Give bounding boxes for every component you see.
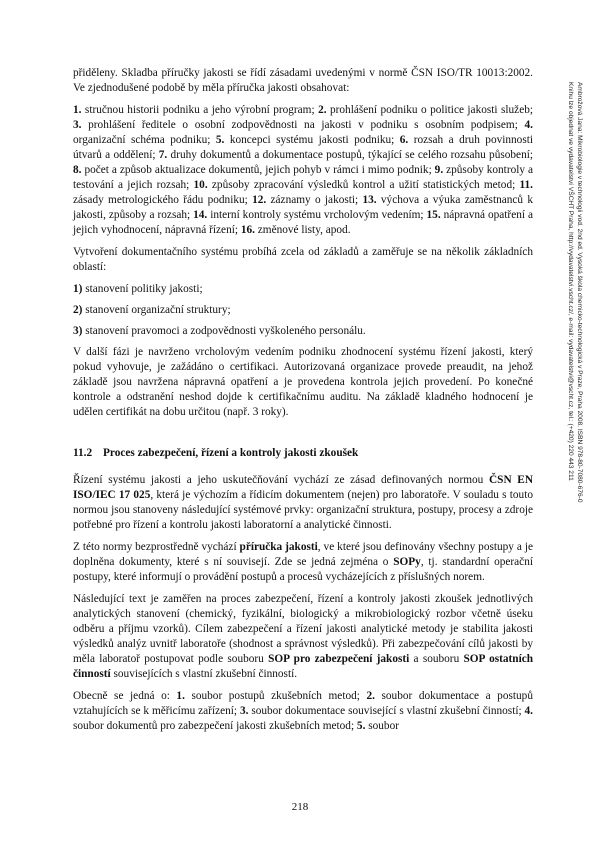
standard-name: ČSN EN ISO/IEC 17 025 [73,474,533,501]
list-item-text: interní kontroly systému vrcholovým vedením; [207,209,427,221]
paragraph-standard [73,473,533,533]
list-item-text: soubor dokumentace související s vlastní zkušební činností; [248,705,525,717]
manual-contents-list [73,103,533,238]
text-run: a souboru [409,653,464,665]
section-heading [73,446,533,461]
area-item [73,282,533,297]
list-item-text: způsoby zpracování výsledků kontrol a užití statistických metod; [207,179,520,191]
paragraph-process [73,592,533,682]
list-item-text: záznamy o jakosti; [266,194,363,206]
paragraph-documentation: Vytvoření dokumentačního systému probíhá zcela od základů a zaměřuje se na několik základních oblastí: [73,246,533,273]
list-item-number: 5. [215,134,225,146]
list-item-text: soubor dokumentů pro zabezpečení jakosti zkušebních metod; [73,720,357,732]
list-item-number: 4. [524,705,533,717]
term-quality-manual: příručka jakosti [239,541,318,553]
list-item-number: 5. [356,720,366,732]
list-item-number: 10. [193,179,208,191]
area-item-number: 3) [73,325,83,337]
list-item-text: výchova a výuka zaměstnanců k jakosti, způsoby a rozsah; [73,194,534,221]
list-item-text: organizační schéma podniku; [73,134,216,146]
section-number: 11.2 [73,447,93,459]
term-sop-quality: SOP pro zabezpečení jakosti [268,653,410,665]
list-item-number: 6. [399,134,409,146]
list-item-text: zásady metrologického řádu podniku; [73,194,253,206]
list-item-text: stručnou historii podniku a jeho výrobní program; [81,104,319,116]
paragraph-quality-manual [73,540,533,585]
list-item-number: 3. [239,705,249,717]
list-item-number: 14. [193,209,208,221]
text-run: Z této normy bezprostředně vychází [73,541,240,553]
list-item-number: 15. [426,209,441,221]
list-item-text: způsoby kontroly a testování a jejich rozsah; [73,164,533,191]
paragraph-intro: přiděleny. Skladba příručky jakosti se řídí zásadami uvedenými v normě ČSN ISO/TR 10013:2002. Ve zjednodušené podobě by měla příručka jakosti obsahovat: [73,67,533,94]
page-number: 218 [291,801,309,813]
list-item-number: 16. [240,224,255,236]
section-title: Proces zabezpečení, řízení a kontroly jakosti zkoušek [103,447,359,459]
list-item-text: soubor dokumentace a postupů vztahujících se k měřicímu zařízení; [73,690,533,717]
list-item-number: 9. [434,164,444,176]
text-run: Řízení systému jakosti a jeho uskutečňování vychází ze zásad definovaných normou [73,474,489,486]
text-run: , která je výchozím a řídicím dokumentem (nejen) pro laboratoře. V souladu s touto normou jsou stanoveny následující systémové prvky: organizační struktura, postupy, procesy a zdroje potřebné pro řízení a kontrolu jakosti laboratorní a analytické činnosti. [73,489,533,531]
list-item-number: 3. [73,119,82,131]
list-item-number: 13. [362,194,377,206]
area-item-number: 2) [73,304,83,316]
term-sop-other: SOP ostatních činností [73,653,534,680]
list-item-text: počet a způsob aktualizace dokumentů, jejich pohyb v rámci i mimo podnik; [81,164,435,176]
term-sop: SOPy [393,556,421,568]
list-item-number: 1. [176,690,185,702]
list-item-number: 2. [366,690,375,702]
list-item-text: nápravná opatření a jejich vyhodnocení, nápravná řízení; [73,209,533,236]
list-item-text: Obecně se jedná o: [73,690,177,702]
list-item-text: změnové listy, apod. [254,224,351,236]
side-citation-line-2: Knihu lze objednat ve vydavatelství VŠCHT Praha, http://vydavatelstvi.vscht.cz/, e-mail: vydavatelstvi@vscht.cz, tel.: (+420) 220 443 211 [567,82,574,481]
paragraph-general [73,689,533,734]
area-item [73,303,533,318]
side-citation-note [566,82,584,522]
area-item-text: stanovení organizační struktury; [82,304,231,316]
list-item-number: 8. [73,164,82,176]
list-item-text: koncepci systému jakosti podniku; [224,134,400,146]
list-item-number: 4. [524,119,533,131]
paragraph-certification: V další fázi je navrženo vrcholovým vedením podniku zhodnocení systému řízení jakosti, který pokud vyhovuje, je zažádáno o certifikaci. Autorizovaná organizace provede preaudit, na jehož základě jsou navržena nápravná opatření a je provedena kontrola jejich provedení. Po konečné kontrole a odstranění neshod dojde k certifikačnímu auditu. Na základě kladného hodnocení je udělen certifikát na dobu určitou (např. 3 roky). [73,346,533,418]
list-item-text: druhy dokumentů a dokumentace postupů, týkající se celého rozsahu působení; [167,149,533,161]
list-item-number: 2. [318,104,327,116]
text-run: , tj. standardní operační postupy, které informují o provádění postupů a procesů vycházejících z příslušných norem. [73,556,533,583]
text-run: souvisejících s vlastní zkušební činností. [110,668,298,680]
list-item-number: 12. [252,194,267,206]
area-item-number: 1) [73,283,83,295]
side-citation-line-1: Ambrožová Jana: Mikrobiologie v technologii vod. 2nd ed. Vysoká škola chemicko-technologická v Praze, Praha 2008. ISBN 978-80-7080-676-0 [576,82,583,503]
list-item-text: soubor postupů zkušebních metod; [184,690,367,702]
page-body [73,66,533,741]
list-item-text: soubor [365,720,399,732]
area-item-text: stanovení pravomoci a zodpovědnosti vyškoleného personálu. [82,325,366,337]
area-item-text: stanovení politiky jakosti; [82,283,203,295]
list-item-text: prohlášení podniku o politice jakosti služeb; [326,104,533,116]
text-run: , ve které jsou definovány všechny postupy a je doplněna dokumenty, které s ní souvisejí. Zde se jedná zejména o [73,541,533,568]
list-item-text: prohlášení ředitele o osobní zodpovědnosti na jakosti v podniku s osobním podpisem; [81,119,525,131]
area-item [73,324,533,339]
list-item-text: rozsah a druh povinnosti útvarů a oddělení; [73,134,534,161]
list-item-number: 1. [73,104,82,116]
list-item-number: 7. [158,149,168,161]
text-run: Následující text je zaměřen na proces zabezpečení, řízení a kontroly jakosti zkoušek jednotlivých analytických stanovení (chemický, fyzikální, biologický a mikrobiologický rozbor včetně úseku odběru a příjmu vzorků). Cílem zabezpečení a řízení jakosti analytické metody je stabilita jakosti výsledků analýz uvnitř laboratoře (shodnost a správnost výsledků). Při zabezpečování cílů jakosti by měla laboratoř postupovat podle souboru [73,593,533,665]
list-item-number: 11. [519,179,533,191]
